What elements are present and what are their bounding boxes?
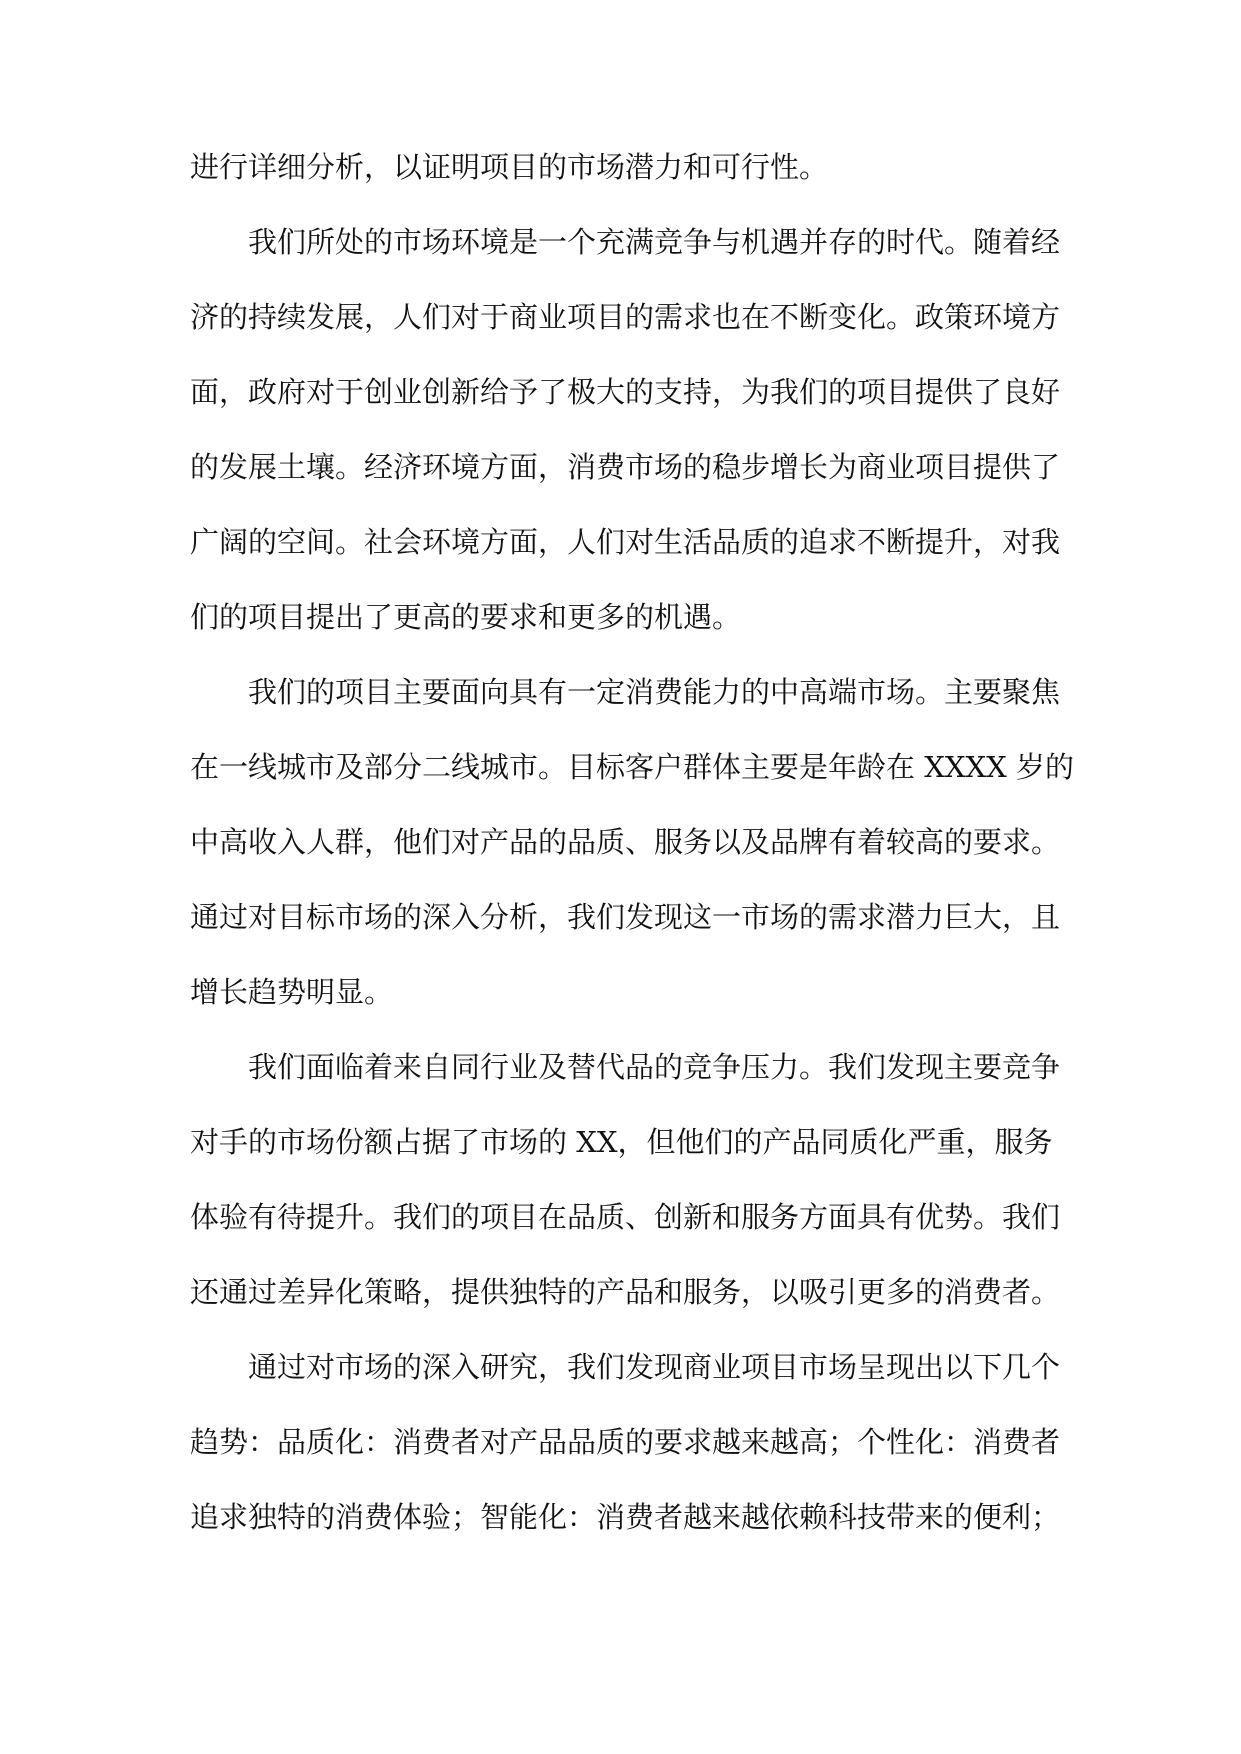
text-line-18: 趋势：品质化：消费者对产品品质的要求越来越高；个性化：消费者 [190,1425,1061,1459]
text-line-14: 对手的市场份额占据了市场的 XX，但他们的产品同质化严重，服务 [190,1125,1053,1159]
text-line-15: 体验有待提升。我们的项目在品质、创新和服务方面具有优势。我们 [190,1200,1061,1234]
text-line-5: 的发展土壤。经济环境方面，消费市场的稳步增长为商业项目提供了 [190,450,1061,484]
text-line-12: 增长趋势明显。 [190,975,394,1009]
text-line-16: 还通过差异化策略，提供独特的产品和服务，以吸引更多的消费者。 [190,1275,1061,1309]
text-line-13: 我们面临着来自同行业及替代品的竞争压力。我们发现主要竞争 [248,1050,1061,1084]
text-line-10: 中高收入人群，他们对产品的品质、服务以及品牌有着较高的要求。 [190,825,1061,859]
text-line-8: 我们的项目主要面向具有一定消费能力的中高端市场。主要聚焦 [248,675,1061,709]
text-line-6: 广阔的空间。社会环境方面，人们对生活品质的追求不断提升，对我 [190,525,1061,559]
text-line-3: 济的持续发展，人们对于商业项目的需求也在不断变化。政策环境方 [190,300,1061,334]
text-line-2: 我们所处的市场环境是一个充满竞争与机遇并存的时代。随着经 [248,225,1061,259]
text-line-1: 进行详细分析，以证明项目的市场潜力和可行性。 [190,150,829,184]
text-line-11: 通过对目标市场的深入分析，我们发现这一市场的需求潜力巨大，且 [190,900,1061,934]
text-line-9: 在一线城市及部分二线城市。目标客户群体主要是年龄在 XXXX 岁的 [190,750,1075,784]
text-line-4: 面，政府对于创业创新给予了极大的支持，为我们的项目提供了良好 [190,375,1061,409]
text-line-17: 通过对市场的深入研究，我们发现商业项目市场呈现出以下几个 [248,1350,1061,1384]
text-line-19: 追求独特的消费体验；智能化：消费者越来越依赖科技带来的便利； [190,1500,1061,1534]
text-line-7: 们的项目提出了更高的要求和更多的机遇。 [190,600,742,634]
body-text [190,148,1075,1573]
